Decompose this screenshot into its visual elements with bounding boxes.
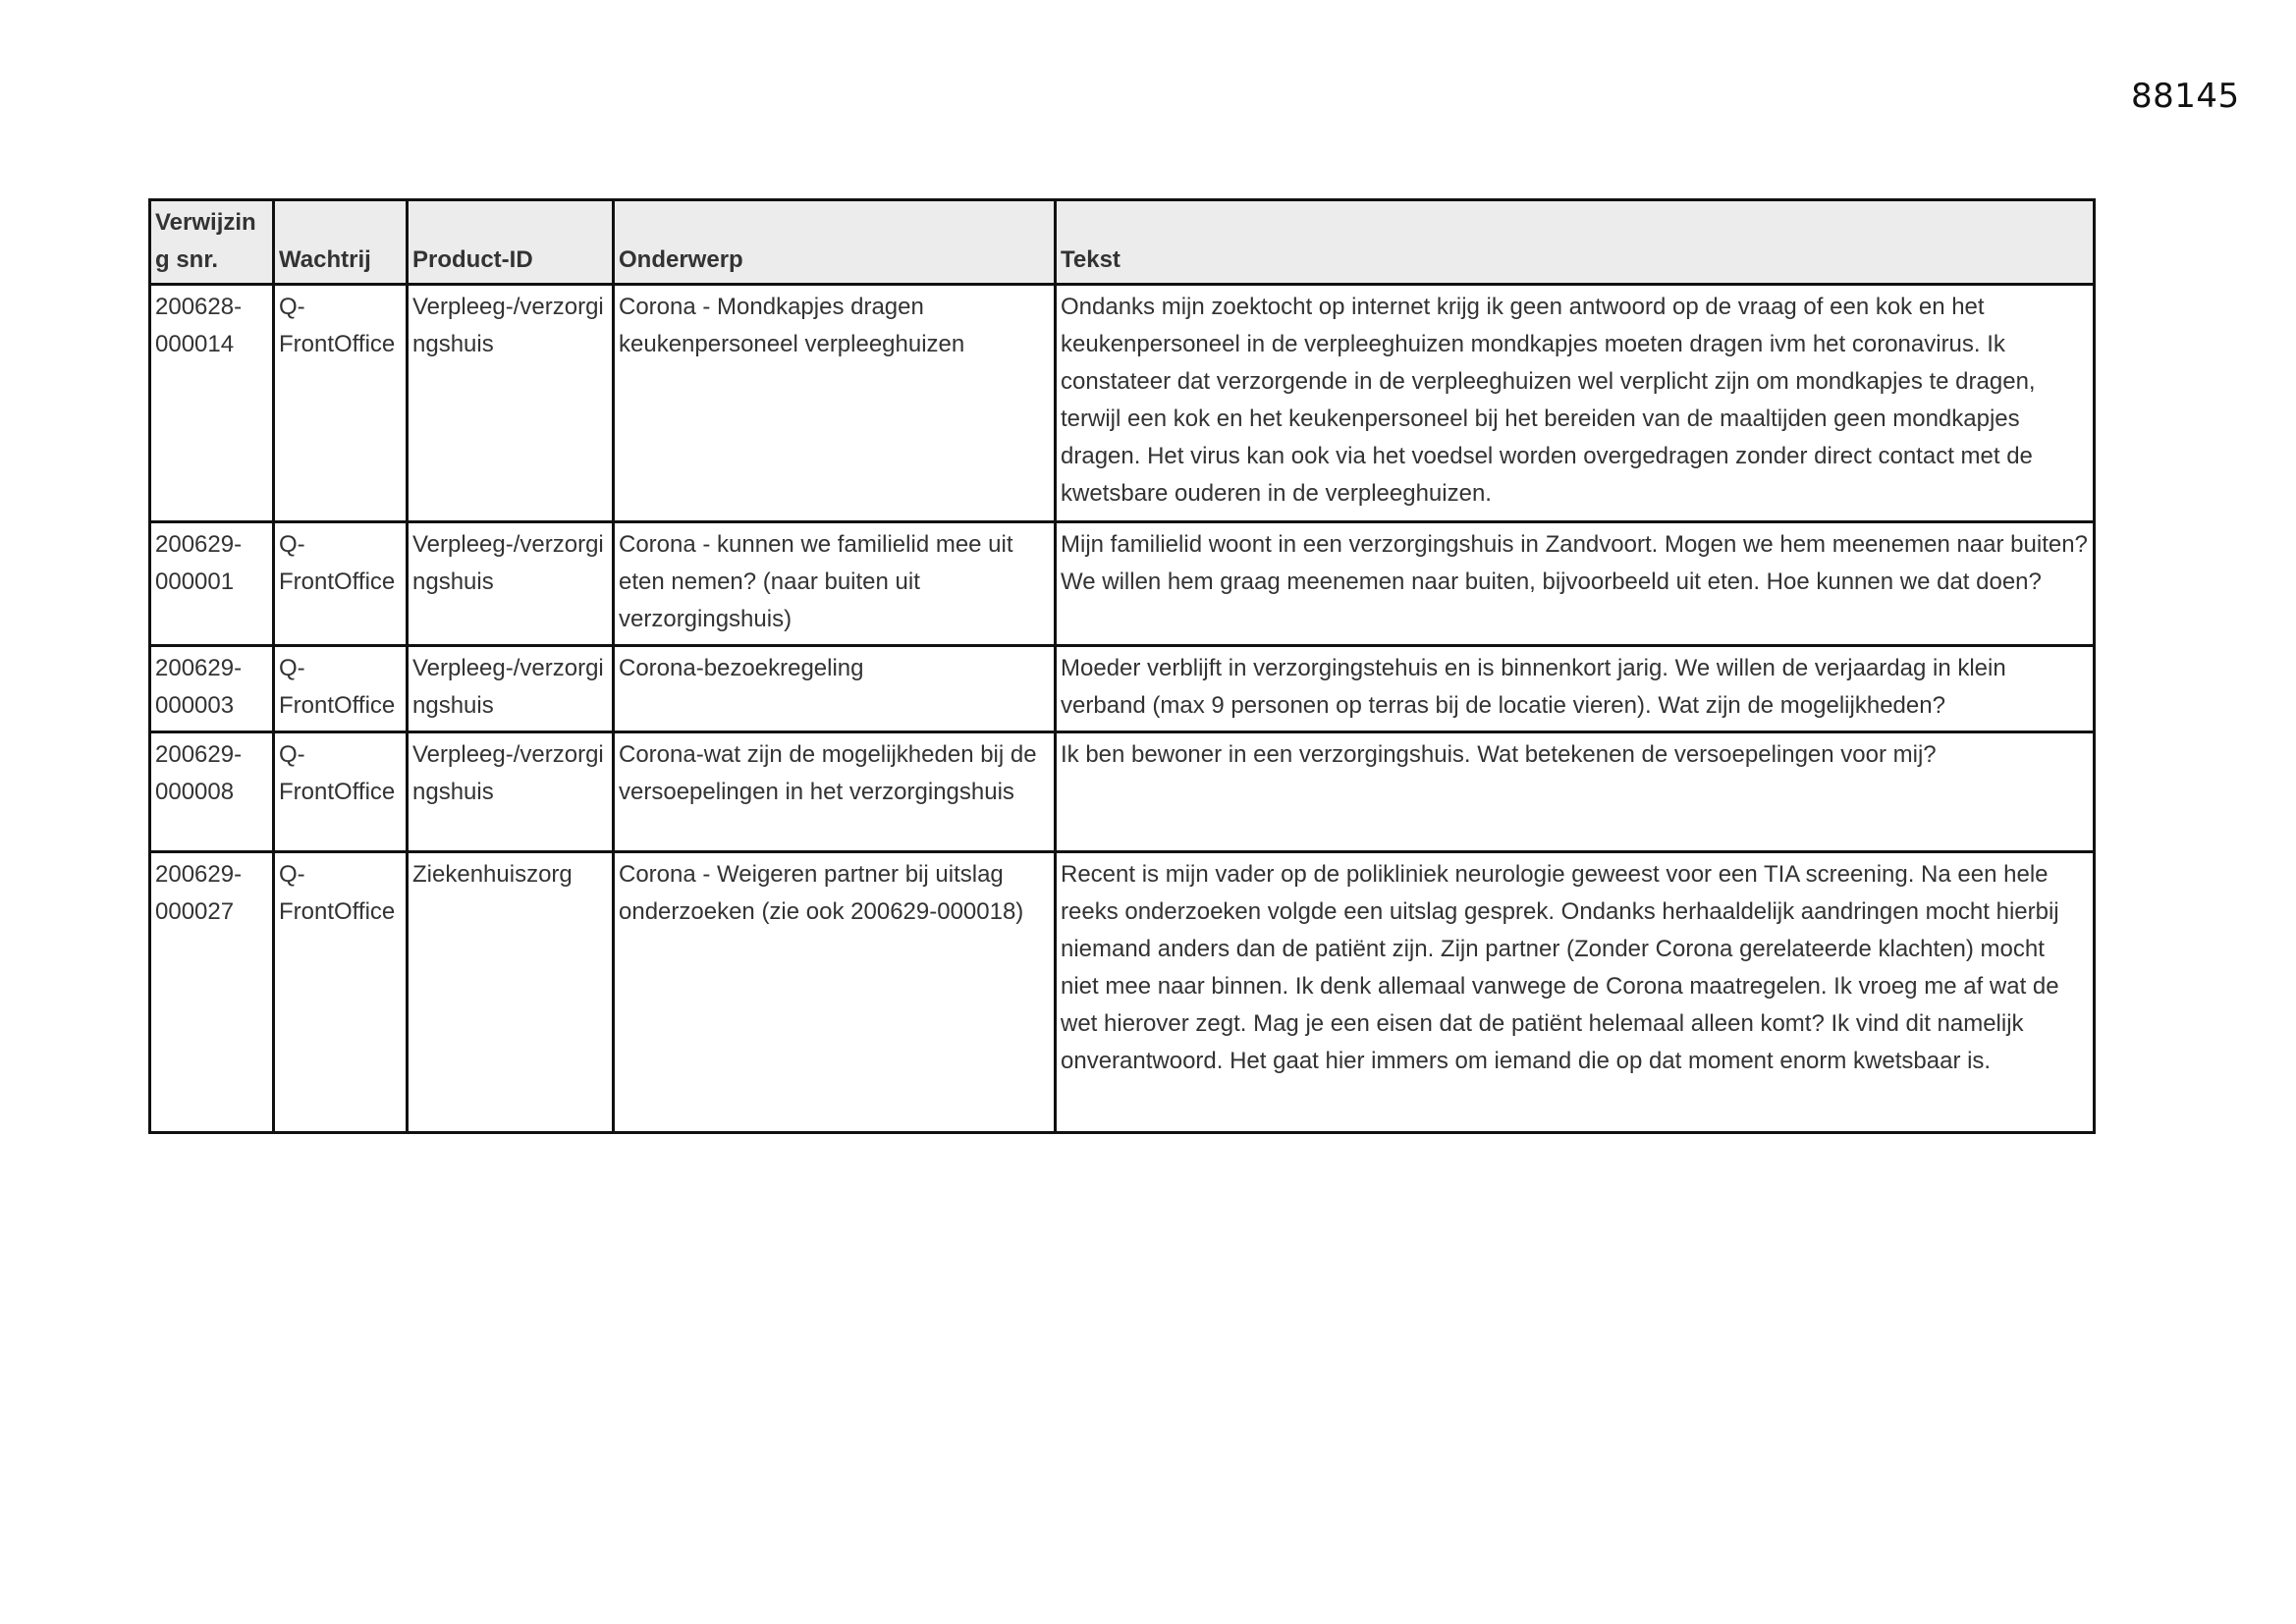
cell-product: Verpleeg-/verzorgingshuis: [408, 732, 614, 852]
cell-queue: Q-FrontOffice: [274, 732, 408, 852]
cell-snr: 200628-000014: [150, 285, 274, 522]
referral-table: [148, 198, 2096, 1134]
cell-text: Mijn familielid woont in een verzorgingshuis in Zandvoort. Mogen we hem meenemen naar buiten? We willen hem graag meenemen naar buiten, bijvoorbeeld uit eten. Hoe kunnen we dat doen?: [1056, 522, 2095, 646]
cell-queue: Q-FrontOffice: [274, 522, 408, 646]
cell-snr: 200629-000001: [150, 522, 274, 646]
header-queue: Wachtrij: [274, 200, 408, 285]
table-row: [150, 522, 2095, 646]
cell-subject: Corona - Mondkapjes dragen keukenpersoneel verpleeghuizen: [614, 285, 1056, 522]
cell-text: Ondanks mijn zoektocht op internet krijg ik geen antwoord op de vraag of een kok en het keukenpersoneel in de verpleeghuizen mondkapjes moeten dragen ivm het coronavirus. Ik constateer dat verzorgende in de verpleeghuizen wel verplicht zijn om mondkapjes te dragen, terwijl een kok en het keukenpersoneel bij het bereiden van de maaltijden geen mondkapjes dragen. Het virus kan ook via het voedsel worden overgedragen zonder direct contact met de kwetsbare ouderen in de verpleeghuizen.: [1056, 285, 2095, 522]
cell-queue: Q-FrontOffice: [274, 646, 408, 732]
cell-queue: Q-FrontOffice: [274, 852, 408, 1133]
header-text: Tekst: [1056, 200, 2095, 285]
cell-snr: 200629-000008: [150, 732, 274, 852]
cell-queue: Q-FrontOffice: [274, 285, 408, 522]
cell-product: Verpleeg-/verzorgingshuis: [408, 285, 614, 522]
cell-snr: 200629-000027: [150, 852, 274, 1133]
page-number: 88145: [2131, 77, 2240, 116]
header-product: Product-ID: [408, 200, 614, 285]
cell-snr: 200629-000003: [150, 646, 274, 732]
cell-subject: Corona - Weigeren partner bij uitslag onderzoeken (zie ook 200629-000018): [614, 852, 1056, 1133]
cell-product: Verpleeg-/verzorgingshuis: [408, 646, 614, 732]
header-subject: Onderwerp: [614, 200, 1056, 285]
cell-text: Ik ben bewoner in een verzorgingshuis. Wat betekenen de versoepelingen voor mij?: [1056, 732, 2095, 852]
cell-subject: Corona-bezoekregeling: [614, 646, 1056, 732]
cell-product: Verpleeg-/verzorgingshuis: [408, 522, 614, 646]
table-row: [150, 285, 2095, 522]
table-row: [150, 732, 2095, 852]
cell-subject: Corona - kunnen we familielid mee uit eten nemen? (naar buiten uit verzorgingshuis): [614, 522, 1056, 646]
table-row: [150, 646, 2095, 732]
cell-text: Recent is mijn vader op de polikliniek neurologie geweest voor een TIA screening. Na een hele reeks onderzoeken volgde een uitslag gesprek. Ondanks herhaaldelijk aandringen mocht hierbij niemand anders dan de patiënt zijn. Zijn partner (Zonder Corona gerelateerde klachten) mocht niet mee naar binnen. Ik denk allemaal vanwege de Corona maatregelen. Ik vroeg me af wat de wet hierover zegt. Mag je een eisen dat de patiënt helemaal alleen komt? Ik vind dit namelijk onverantwoord. Het gaat hier immers om iemand die op dat moment enorm kwetsbaar is.: [1056, 852, 2095, 1133]
table-row: [150, 852, 2095, 1133]
table-header-row: [150, 200, 2095, 285]
cell-product: Ziekenhuiszorg: [408, 852, 614, 1133]
cell-text: Moeder verblijft in verzorgingstehuis en is binnenkort jarig. We willen de verjaardag in klein verband (max 9 personen op terras bij de locatie vieren). Wat zijn de mogelijkheden?: [1056, 646, 2095, 732]
cell-subject: Corona-wat zijn de mogelijkheden bij de versoepelingen in het verzorgingshuis: [614, 732, 1056, 852]
header-snr: Verwijzing snr.: [150, 200, 274, 285]
